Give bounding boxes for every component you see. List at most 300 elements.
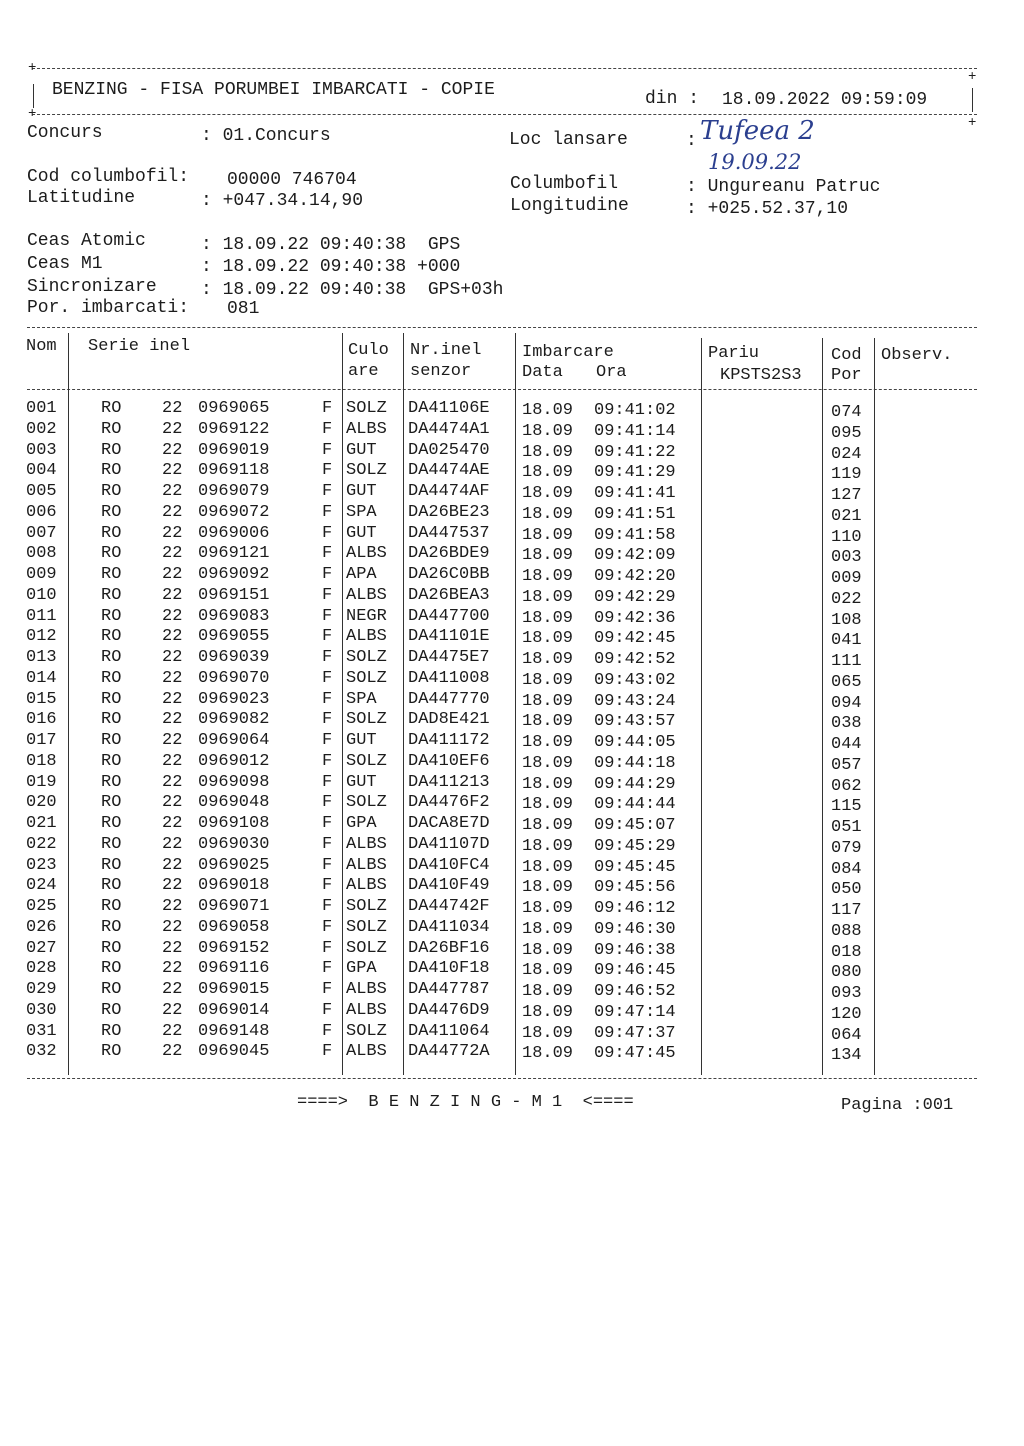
- cell-date: 18.09: [522, 629, 574, 649]
- cell-time: 09:44:44: [594, 795, 676, 815]
- cell-cod-porumbel: 024: [831, 444, 862, 464]
- latitude-label: Latitudine: [27, 188, 136, 208]
- corner-mark: +: [968, 69, 977, 85]
- loc-lansare-label: Loc lansare: [509, 130, 628, 150]
- table-row: [0, 502, 1024, 526]
- cell-year: 22: [162, 1000, 183, 1020]
- cell-sex: F: [322, 461, 333, 481]
- cell-nom: 005: [26, 482, 57, 501]
- cell-sex: F: [322, 855, 333, 875]
- cell-country: RO: [101, 793, 122, 813]
- cell-nom: 027: [26, 938, 57, 958]
- cell-ring-number: 0969148: [198, 1021, 270, 1041]
- cell-date: 18.09: [522, 982, 574, 1001]
- cell-time: 09:41:51: [594, 504, 676, 524]
- cell-country: RO: [101, 585, 122, 605]
- cell-color: SPA: [346, 689, 377, 709]
- columbofil-label: Columbofil: [510, 174, 619, 194]
- cell-cod-porumbel: 009: [831, 569, 862, 588]
- header-nom: Nom: [26, 337, 57, 356]
- cell-sensor: DA26BE23: [408, 502, 490, 522]
- cell-year: 22: [162, 565, 183, 584]
- cell-cod-porumbel: 115: [831, 797, 862, 817]
- cell-year: 22: [162, 502, 183, 522]
- cell-color: ALBS: [346, 876, 387, 896]
- cell-country: RO: [101, 419, 122, 439]
- table-row: [0, 398, 1024, 422]
- cell-nom: 023: [26, 855, 57, 875]
- cell-sex: F: [322, 502, 333, 522]
- cell-ring-number: 0969152: [198, 938, 270, 958]
- cell-country: RO: [101, 399, 122, 418]
- cell-country: RO: [101, 668, 122, 688]
- cell-cod-porumbel: 038: [831, 714, 862, 734]
- cell-cod-porumbel: 095: [831, 423, 862, 443]
- cell-cod-porumbel: 119: [831, 465, 862, 485]
- cell-country: RO: [101, 876, 122, 896]
- cell-cod-porumbel: 021: [831, 506, 862, 526]
- ceas-m1-label: Ceas M1: [27, 254, 103, 274]
- table-row: [0, 1041, 1024, 1066]
- table-row: [0, 585, 1024, 609]
- table-row: [0, 772, 1024, 796]
- loc-lansare-colon: :: [686, 131, 697, 151]
- cell-date: 18.09: [522, 795, 574, 815]
- cell-color: ALBS: [346, 585, 387, 605]
- cell-color: GUT: [346, 523, 377, 543]
- columbofil-value: : Ungureanu Patruc: [686, 177, 881, 197]
- cell-ring-number: 0969118: [198, 461, 270, 481]
- cell-country: RO: [101, 627, 122, 647]
- cell-year: 22: [162, 980, 183, 999]
- cell-date: 18.09: [522, 608, 574, 628]
- cell-country: RO: [101, 1021, 122, 1041]
- cell-nom: 009: [26, 565, 57, 584]
- table-bottom-border: [27, 1078, 977, 1079]
- cell-ring-number: 0969012: [198, 751, 270, 771]
- cell-time: 09:45:56: [594, 878, 676, 898]
- cell-sensor: DA26BF16: [408, 938, 490, 958]
- concurs-label: Concurs: [27, 123, 103, 143]
- cell-ring-number: 0969121: [198, 544, 270, 564]
- table-row: [0, 958, 1024, 983]
- cell-ring-number: 0969098: [198, 772, 270, 792]
- cell-time: 09:46:45: [594, 961, 676, 981]
- table-row: [0, 896, 1024, 920]
- cell-ring-number: 0969083: [198, 606, 270, 626]
- cell-color: SOLZ: [346, 1021, 387, 1041]
- cell-date: 18.09: [522, 546, 574, 566]
- cell-nom: 014: [26, 668, 57, 688]
- table-row: [0, 564, 1024, 588]
- porumbei-imbarcati-value: 081: [227, 299, 260, 319]
- table-row: [0, 668, 1024, 692]
- cell-time: 09:41:58: [594, 525, 676, 545]
- cell-time: 09:46:52: [594, 982, 676, 1001]
- cell-cod-porumbel: 120: [831, 1004, 862, 1024]
- cell-ring-number: 0969092: [198, 565, 270, 584]
- cell-time: 09:46:30: [594, 919, 676, 939]
- cell-year: 22: [162, 482, 183, 501]
- cell-sensor: DA410F18: [408, 959, 490, 979]
- cell-nom: 032: [26, 1042, 57, 1062]
- cell-sex: F: [322, 482, 333, 501]
- cell-ring-number: 0969030: [198, 834, 270, 854]
- cell-ring-number: 0969151: [198, 585, 270, 605]
- cell-ring-number: 0969070: [198, 668, 270, 688]
- handwritten-date: 19.09.22: [708, 150, 802, 174]
- cell-date: 18.09: [522, 567, 574, 586]
- cell-ring-number: 0969082: [198, 710, 270, 730]
- cell-time: 09:41:41: [594, 484, 676, 503]
- cell-date: 18.09: [522, 401, 574, 420]
- cell-cod-porumbel: 079: [831, 838, 862, 858]
- cell-sensor: DA410FC4: [408, 855, 490, 875]
- cell-country: RO: [101, 1042, 122, 1062]
- page-number: Pagina :001: [841, 1096, 954, 1115]
- cell-color: SOLZ: [346, 710, 387, 730]
- cell-country: RO: [101, 689, 122, 709]
- table-row: [0, 751, 1024, 775]
- table-row: [0, 689, 1024, 713]
- header-kpsts2s3: KPSTS2S3: [720, 366, 802, 385]
- cell-date: 18.09: [522, 940, 574, 960]
- cell-date: 18.09: [522, 899, 574, 918]
- cell-country: RO: [101, 461, 122, 481]
- cell-sex: F: [322, 772, 333, 792]
- cell-date: 18.09: [522, 587, 574, 607]
- cell-date: 18.09: [522, 670, 574, 690]
- cell-sensor: DA447787: [408, 980, 490, 999]
- cell-ring-number: 0969045: [198, 1042, 270, 1062]
- cell-sex: F: [322, 876, 333, 896]
- cell-sensor: DA26BDE9: [408, 544, 490, 564]
- cell-date: 18.09: [522, 753, 574, 773]
- cell-country: RO: [101, 751, 122, 771]
- cell-cod-porumbel: 110: [831, 527, 862, 547]
- cell-color: SOLZ: [346, 938, 387, 958]
- header-nr-inel-2: senzor: [410, 362, 472, 381]
- cell-cod-porumbel: 057: [831, 755, 862, 775]
- cell-ring-number: 0969023: [198, 689, 270, 709]
- cell-color: SOLZ: [346, 793, 387, 813]
- table-row: [0, 606, 1024, 630]
- table-row: [0, 626, 1024, 651]
- cell-date: 18.09: [522, 525, 574, 545]
- cell-sensor: DA26BEA3: [408, 585, 490, 605]
- cell-sex: F: [322, 980, 333, 999]
- cell-nom: 002: [26, 419, 57, 439]
- cell-cod-porumbel: 018: [831, 942, 862, 962]
- cell-time: 09:44:05: [594, 733, 676, 752]
- cell-nom: 007: [26, 523, 57, 543]
- sincronizare-value: : 18.09.22 09:40:38 GPS+03h: [201, 280, 504, 300]
- handwritten-location: Tufeea 2: [700, 116, 815, 146]
- concurs-value: : 01.Concurs: [201, 126, 331, 146]
- cell-time: 09:43:24: [594, 691, 676, 711]
- cell-color: GUT: [346, 772, 377, 792]
- cell-year: 22: [162, 585, 183, 605]
- document-title: BENZING - FISA PORUMBEI IMBARCATI - COPIE: [52, 80, 495, 100]
- cell-cod-porumbel: 117: [831, 901, 862, 920]
- cell-nom: 030: [26, 1000, 57, 1020]
- table-row: [0, 647, 1024, 671]
- cell-sensor: DA44772A: [408, 1042, 490, 1062]
- cell-year: 22: [162, 419, 183, 439]
- cell-sensor: DA44742F: [408, 897, 490, 916]
- cell-date: 18.09: [522, 774, 574, 794]
- cell-year: 22: [162, 627, 183, 647]
- cell-cod-porumbel: 062: [831, 776, 862, 796]
- cell-ring-number: 0969058: [198, 917, 270, 937]
- cell-year: 22: [162, 710, 183, 730]
- header-nr-inel-1: Nr.inel: [410, 341, 482, 360]
- title-box-left-border: [33, 84, 34, 108]
- cell-sex: F: [322, 751, 333, 771]
- cell-color: SOLZ: [346, 897, 387, 916]
- cell-year: 22: [162, 793, 183, 813]
- cell-sex: F: [322, 1042, 333, 1062]
- table-row: [0, 543, 1024, 568]
- cell-sex: F: [322, 959, 333, 979]
- cell-color: ALBS: [346, 855, 387, 875]
- cell-country: RO: [101, 482, 122, 501]
- corner-mark: +: [968, 115, 977, 131]
- cell-year: 22: [162, 440, 183, 460]
- cell-ring-number: 0969048: [198, 793, 270, 813]
- cell-time: 09:47:14: [594, 1002, 676, 1022]
- cell-date: 18.09: [522, 836, 574, 856]
- cell-nom: 029: [26, 980, 57, 999]
- cell-ring-number: 0969071: [198, 897, 270, 916]
- cell-sex: F: [322, 1000, 333, 1020]
- cell-color: GUT: [346, 731, 377, 750]
- cell-date: 18.09: [522, 650, 574, 669]
- cell-time: 09:41:29: [594, 463, 676, 483]
- cell-sensor: DA411172: [408, 731, 490, 750]
- cell-date: 18.09: [522, 1002, 574, 1022]
- cell-nom: 018: [26, 751, 57, 771]
- table-row: [0, 792, 1024, 817]
- cell-nom: 028: [26, 959, 57, 979]
- title-box-right-border: [972, 88, 973, 112]
- table-row: [0, 875, 1024, 900]
- cell-year: 22: [162, 731, 183, 750]
- cell-ring-number: 0969025: [198, 855, 270, 875]
- cell-cod-porumbel: 003: [831, 548, 862, 568]
- table-row: [0, 730, 1024, 754]
- cell-date: 18.09: [522, 1044, 574, 1064]
- cell-time: 09:42:45: [594, 629, 676, 649]
- table-row: [0, 709, 1024, 734]
- cell-nom: 016: [26, 710, 57, 730]
- cell-time: 09:42:52: [594, 650, 676, 669]
- cell-time: 09:42:29: [594, 587, 676, 607]
- cell-year: 22: [162, 399, 183, 418]
- table-row: [0, 938, 1024, 962]
- cell-time: 09:44:29: [594, 774, 676, 794]
- table-row: [0, 481, 1024, 505]
- table-header-border: [27, 389, 977, 390]
- cell-country: RO: [101, 834, 122, 854]
- cell-nom: 011: [26, 606, 57, 626]
- cell-sensor: DACA8E7D: [408, 814, 490, 833]
- cell-color: ALBS: [346, 1000, 387, 1020]
- sincronizare-label: Sincronizare: [27, 277, 157, 297]
- cell-nom: 006: [26, 502, 57, 522]
- cell-sensor: DAD8E421: [408, 710, 490, 730]
- cell-sex: F: [322, 627, 333, 647]
- cell-color: ALBS: [346, 980, 387, 999]
- cell-color: SOLZ: [346, 461, 387, 481]
- cell-sensor: DA41107D: [408, 834, 490, 854]
- cell-ring-number: 0969116: [198, 959, 270, 979]
- cell-sex: F: [322, 1021, 333, 1041]
- cell-country: RO: [101, 544, 122, 564]
- porumbei-imbarcati-label: Por. imbarcati:: [27, 298, 190, 318]
- cell-color: SOLZ: [346, 399, 387, 418]
- corner-mark: +: [28, 106, 37, 122]
- cell-time: 09:44:18: [594, 753, 676, 773]
- cell-sex: F: [322, 731, 333, 750]
- cell-color: NEGR: [346, 606, 387, 626]
- table-row: [0, 917, 1024, 941]
- cell-sensor: DA4474AF: [408, 482, 490, 501]
- cell-sex: F: [322, 544, 333, 564]
- cell-nom: 008: [26, 544, 57, 564]
- cell-sex: F: [322, 938, 333, 958]
- cell-date: 18.09: [522, 919, 574, 939]
- cell-cod-porumbel: 094: [831, 693, 862, 713]
- cell-date: 18.09: [522, 816, 574, 835]
- cell-time: 09:42:36: [594, 608, 676, 628]
- cell-country: RO: [101, 523, 122, 543]
- header-ora: Ora: [596, 363, 627, 382]
- cell-sex: F: [322, 648, 333, 667]
- cell-country: RO: [101, 855, 122, 875]
- longitude-value: : +025.52.37,10: [686, 199, 849, 219]
- cell-year: 22: [162, 1021, 183, 1041]
- cell-ring-number: 0969122: [198, 419, 270, 439]
- cell-color: GPA: [346, 814, 377, 833]
- cell-sensor: DA410F49: [408, 876, 490, 896]
- cell-color: APA: [346, 565, 377, 584]
- cell-sensor: DA41101E: [408, 627, 490, 647]
- cell-sensor: DA4474A1: [408, 419, 490, 439]
- cell-sex: F: [322, 585, 333, 605]
- cell-sensor: DA41106E: [408, 399, 490, 418]
- cell-nom: 019: [26, 772, 57, 792]
- cell-ring-number: 0969039: [198, 648, 270, 667]
- header-pariu: Pariu: [708, 344, 760, 363]
- cell-nom: 021: [26, 814, 57, 833]
- cell-cod-porumbel: 127: [831, 486, 862, 505]
- cell-sex: F: [322, 917, 333, 937]
- cell-sex: F: [322, 565, 333, 584]
- cell-color: ALBS: [346, 627, 387, 647]
- cell-cod-porumbel: 064: [831, 1025, 862, 1045]
- cell-color: ALBS: [346, 544, 387, 564]
- cell-cod-porumbel: 134: [831, 1046, 862, 1066]
- cell-country: RO: [101, 606, 122, 626]
- cell-year: 22: [162, 917, 183, 937]
- cell-cod-porumbel: 088: [831, 921, 862, 941]
- cell-sensor: DA410EF6: [408, 751, 490, 771]
- cell-color: ALBS: [346, 419, 387, 439]
- cell-ring-number: 0969064: [198, 731, 270, 750]
- cell-year: 22: [162, 461, 183, 481]
- cell-date: 18.09: [522, 463, 574, 483]
- table-row: [0, 855, 1024, 879]
- cell-cod-porumbel: 074: [831, 403, 862, 422]
- longitude-label: Longitudine: [510, 196, 629, 216]
- cell-sensor: DA4476D9: [408, 1000, 490, 1020]
- cell-date: 18.09: [522, 857, 574, 877]
- cell-nom: 026: [26, 917, 57, 937]
- cell-ring-number: 0969014: [198, 1000, 270, 1020]
- cell-time: 09:42:09: [594, 546, 676, 566]
- cell-year: 22: [162, 648, 183, 667]
- cell-year: 22: [162, 1042, 183, 1062]
- cell-sex: F: [322, 814, 333, 833]
- cell-time: 09:45:29: [594, 836, 676, 856]
- cell-country: RO: [101, 897, 122, 916]
- cell-year: 22: [162, 959, 183, 979]
- cell-sex: F: [322, 668, 333, 688]
- cell-cod-porumbel: 065: [831, 672, 862, 692]
- cell-cod-porumbel: 022: [831, 589, 862, 609]
- cell-year: 22: [162, 814, 183, 833]
- ceas-atomic-value: : 18.09.22 09:40:38 GPS: [201, 235, 461, 255]
- cell-date: 18.09: [522, 504, 574, 524]
- header-cod: Cod: [831, 346, 862, 365]
- cell-sensor: DA447700: [408, 606, 490, 626]
- cell-nom: 020: [26, 793, 57, 813]
- cell-country: RO: [101, 710, 122, 730]
- cell-sex: F: [322, 523, 333, 543]
- cell-sensor: DA411064: [408, 1021, 490, 1041]
- cell-country: RO: [101, 938, 122, 958]
- header-observatii: Observ.: [881, 346, 953, 365]
- cell-time: 09:41:14: [594, 421, 676, 441]
- cell-sensor: DA411008: [408, 668, 490, 688]
- cell-date: 18.09: [522, 442, 574, 462]
- cell-year: 22: [162, 606, 183, 626]
- cell-date: 18.09: [522, 961, 574, 981]
- cell-time: 09:47:45: [594, 1044, 676, 1064]
- cell-color: SOLZ: [346, 917, 387, 937]
- cell-cod-porumbel: 051: [831, 818, 862, 837]
- cell-color: ALBS: [346, 834, 387, 854]
- header-culoare-1: Culo: [348, 341, 389, 360]
- cell-date: 18.09: [522, 691, 574, 711]
- cell-year: 22: [162, 855, 183, 875]
- corner-mark: +: [28, 60, 37, 76]
- cell-color: GUT: [346, 482, 377, 501]
- header-culoare-2: are: [348, 362, 379, 381]
- cell-sex: F: [322, 440, 333, 460]
- cell-nom: 015: [26, 689, 57, 709]
- cell-ring-number: 0969015: [198, 980, 270, 999]
- header-serie-inel: Serie inel: [88, 337, 191, 356]
- cell-nom: 017: [26, 731, 57, 750]
- cell-sex: F: [322, 897, 333, 916]
- cell-ring-number: 0969065: [198, 399, 270, 418]
- table-row: [0, 1000, 1024, 1024]
- cell-sex: F: [322, 793, 333, 813]
- cell-nom: 010: [26, 585, 57, 605]
- cell-year: 22: [162, 876, 183, 896]
